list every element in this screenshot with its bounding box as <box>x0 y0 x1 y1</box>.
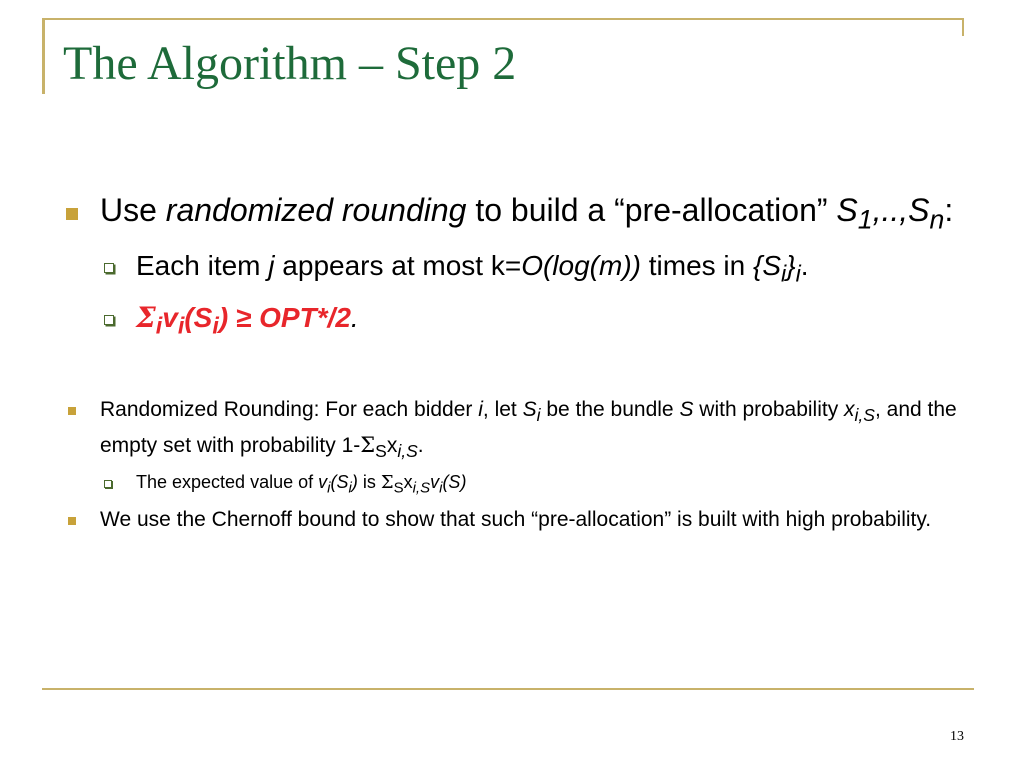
math-subscript: i <box>795 260 801 287</box>
math-subscript: i <box>536 404 541 425</box>
bullet-randomized-rounding-definition <box>60 395 972 466</box>
sigma-symbol: Σ <box>136 300 156 334</box>
math-dots: ,.., <box>872 192 909 228</box>
math-subscript: S <box>375 440 387 461</box>
text-run: with probability <box>693 397 845 421</box>
page-number: 13 <box>950 729 964 744</box>
math-subscript: i,S <box>397 440 418 461</box>
accent-line-top <box>42 18 964 20</box>
math-set: } <box>786 250 796 282</box>
math-subscript: i <box>439 479 443 497</box>
bullet-chernoff <box>60 505 972 535</box>
text-run: be the bundle <box>540 397 680 421</box>
square-bullet-icon <box>66 208 78 220</box>
math-j: j <box>268 250 275 282</box>
math-subscript: i <box>327 479 331 497</box>
math-paren: (S <box>184 301 213 333</box>
text-run: We use the Chernoff bound to show that such “pre-allocation” is built with high probability. <box>100 507 932 531</box>
spacer <box>60 345 972 395</box>
hollow-square-bullet-icon <box>104 263 114 273</box>
square-bullet-icon <box>68 517 76 525</box>
accent-line-left <box>42 18 45 94</box>
math-subscript: i,S <box>412 479 431 497</box>
text-run: to build a “pre-allocation” <box>466 192 837 228</box>
text-run: is <box>357 471 381 492</box>
text-run: Each item <box>136 250 269 282</box>
math-subscript: n <box>929 204 945 235</box>
accent-line-right <box>962 18 964 36</box>
text-run: Randomized Rounding: For each bidder <box>100 397 479 421</box>
sigma-symbol: Σ <box>380 471 394 493</box>
highlight-formula <box>136 300 359 339</box>
square-bullet-icon <box>68 407 76 415</box>
text-run: times in <box>640 250 753 282</box>
math-rest: ) ≥ OPT*/2 <box>218 301 351 333</box>
text-run: , let <box>482 397 523 421</box>
math-s: S <box>522 397 537 421</box>
slide-title: The Algorithm – Step 2 <box>63 37 517 90</box>
text-run: The expected value of <box>136 471 319 492</box>
math-v: v <box>318 471 328 492</box>
sub-bullet-item-appearance <box>60 247 972 293</box>
math-v: v <box>162 301 178 333</box>
text-run: . <box>800 250 809 282</box>
math-subscript: i,S <box>854 404 875 425</box>
accent-line-bottom <box>42 688 974 690</box>
math-i: i <box>478 397 483 421</box>
emphasis-text: randomized rounding <box>165 192 467 228</box>
math-x: x <box>844 397 855 421</box>
sub-bullet-value-bound <box>60 299 972 345</box>
math-paren: ) <box>351 471 358 492</box>
math-x: x <box>386 433 398 457</box>
hollow-square-bullet-icon <box>104 480 112 488</box>
math-s: S <box>836 192 858 228</box>
slide-content <box>60 188 972 535</box>
text-run: : <box>944 192 954 228</box>
sigma-symbol: Σ <box>360 432 376 457</box>
math-subscript: i <box>781 260 787 287</box>
math-olog: O(log(m)) <box>521 250 641 282</box>
math-subscript: 1 <box>857 204 873 235</box>
text-run: Use <box>100 192 166 228</box>
math-x: x <box>403 471 413 492</box>
math-subscript: i <box>348 479 352 497</box>
hollow-square-bullet-icon <box>104 315 114 325</box>
text-run: appears at most k= <box>274 250 522 282</box>
sub-bullet-expected-value <box>60 470 972 501</box>
math-s: S <box>908 192 930 228</box>
math-subscript: i <box>177 312 185 339</box>
math-s: S <box>679 397 694 421</box>
math-set: {S <box>753 250 782 282</box>
math-v: v <box>430 471 440 492</box>
text-run: . <box>350 301 359 333</box>
text-run: , and the empty set with probability 1- <box>100 397 957 457</box>
math-subscript: S <box>393 479 404 497</box>
text-run: . <box>417 433 424 457</box>
math-paren: (S <box>330 471 349 492</box>
math-subscript: i <box>155 312 163 339</box>
math-paren: (S) <box>442 471 467 492</box>
bullet-randomized-rounding <box>60 188 972 241</box>
math-subscript: i <box>212 312 219 339</box>
